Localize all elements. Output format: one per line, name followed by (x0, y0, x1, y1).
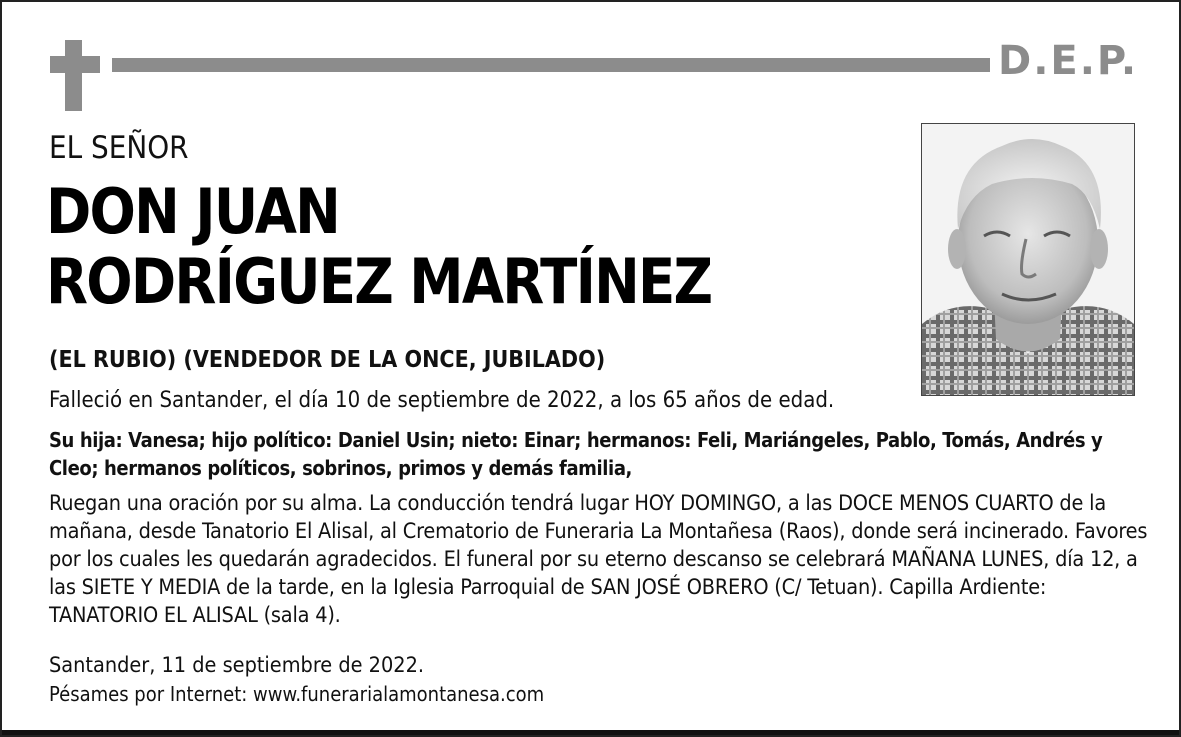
dep-label: D.E.P. (998, 38, 1139, 84)
condolences-url: Pésames por Internet: www.funerarialamontanesa.com (49, 682, 545, 706)
service-details: Ruegan una oración por su alma. La conducción tendrá lugar HOY DOMINGO, a las DOCE MENOS CUARTO de la mañana, desde Tanatorio El Alisal, al Crematorio de Funeraria La Montañesa (Raos), donde será incinerado. Favores por los cuales les quedarán agradecidos. El funeral por su eterno descanso se celebrará MAÑANA LUNES, día 12, a las SIETE Y MEDIA de la tarde, en la Iglesia Parroquial de SAN JOSÉ OBRERO (C/ Tetuan). Capilla Ardiente: TANATORIO EL ALISAL (sala 4). (49, 491, 1148, 628)
portrait-photo-image (922, 124, 1134, 395)
name-line-2: RODRÍGUEZ MARTÍNEZ (46, 245, 712, 318)
death-statement: Falleció en Santander, el día 10 de septiembre de 2022, a los 65 años de edad. (49, 388, 835, 413)
name-line-1: DON JUAN (46, 175, 340, 248)
deceased-name (46, 177, 711, 317)
honorific: EL SEÑOR (49, 130, 189, 166)
family-list: Su hija: Vanesa; hijo político: Daniel Usin; nieto: Einar; hermanos: Feli, Mariángeles, Pablo, Tomás, Andrés y Cleo; hermanos políticos, sobrinos, primos y demás familia, (49, 428, 1103, 480)
portrait-photo (921, 123, 1135, 396)
cross-icon-bar (50, 56, 100, 73)
cross-icon (65, 40, 82, 111)
nickname: (EL RUBIO) (VENDEDOR DE LA ONCE, JUBILADO) (49, 347, 606, 373)
header-rule (112, 58, 990, 72)
bottom-border (2, 730, 1179, 735)
place-date: Santander, 11 de septiembre de 2022. (49, 653, 425, 678)
